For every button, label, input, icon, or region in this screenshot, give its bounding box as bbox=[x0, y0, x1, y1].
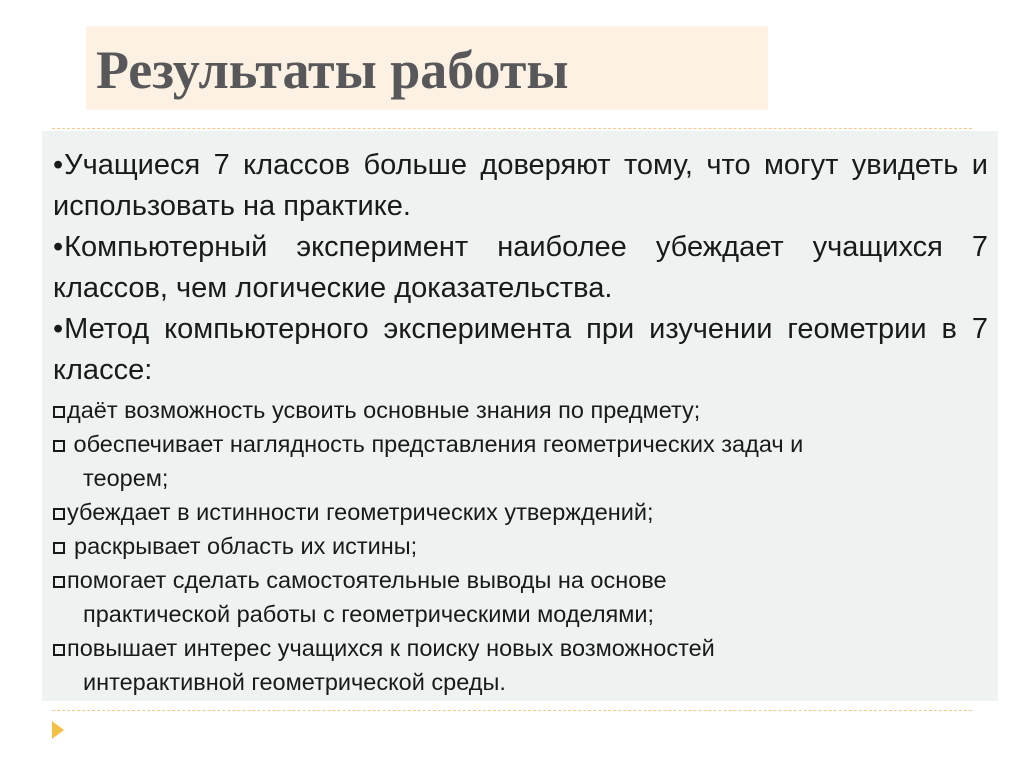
checklist-text: повышает интерес учащихся к поиску новых возможностей bbox=[67, 635, 715, 661]
checkbox-icon bbox=[53, 508, 65, 520]
bullet-item bbox=[53, 227, 988, 309]
checklist-item bbox=[53, 631, 988, 665]
bullet-marker: • bbox=[53, 313, 64, 345]
bullet-item bbox=[53, 145, 988, 227]
triangle-arrow-icon bbox=[52, 721, 64, 739]
bullet-text: Компьютерный эксперимент наиболее убеждает учащихся 7 классов, чем логические доказательства. bbox=[53, 231, 988, 304]
checklist-continuation: практической работы с геометрическими моделями; bbox=[83, 601, 655, 627]
checkbox-icon bbox=[53, 406, 65, 418]
checklist-item bbox=[53, 393, 988, 427]
slide-title: Результаты работы bbox=[96, 40, 569, 100]
checkbox-icon bbox=[53, 440, 65, 452]
checkbox-icon bbox=[53, 644, 65, 656]
checklist-item bbox=[53, 563, 988, 597]
bottom-divider bbox=[52, 710, 972, 711]
checklist-text: раскрывает область их истины; bbox=[74, 533, 418, 559]
bullet-item bbox=[53, 309, 988, 391]
checklist-continuation: интерактивной геометрической среды. bbox=[83, 669, 506, 695]
checklist-item bbox=[53, 495, 988, 529]
checklist-text: убеждает в истинности геометрических утверждений; bbox=[67, 499, 654, 525]
bullet-text: Учащиеся 7 классов больше доверяют тому, что могут увидеть и использовать на практике. bbox=[53, 149, 988, 222]
bullet-marker: • bbox=[53, 149, 64, 181]
slide-body bbox=[53, 145, 988, 699]
checklist-continuation: теорем; bbox=[83, 465, 169, 491]
bullet-marker: • bbox=[53, 231, 64, 263]
checklist bbox=[53, 393, 988, 699]
checkbox-icon bbox=[53, 542, 65, 554]
top-divider bbox=[52, 128, 972, 129]
bullet-text: Метод компьютерного эксперимента при изучении геометрии в 7 классе: bbox=[53, 313, 988, 386]
checklist-item bbox=[53, 427, 988, 461]
checklist-text: обеспечивает наглядность представления геометрических задач и bbox=[67, 431, 804, 457]
checklist-text: даёт возможность усвоить основные знания по предмету; bbox=[67, 397, 701, 423]
checklist-text: помогает сделать самостоятельные выводы на основе bbox=[67, 567, 667, 593]
checkbox-icon bbox=[53, 576, 65, 588]
checklist-item bbox=[53, 529, 988, 563]
